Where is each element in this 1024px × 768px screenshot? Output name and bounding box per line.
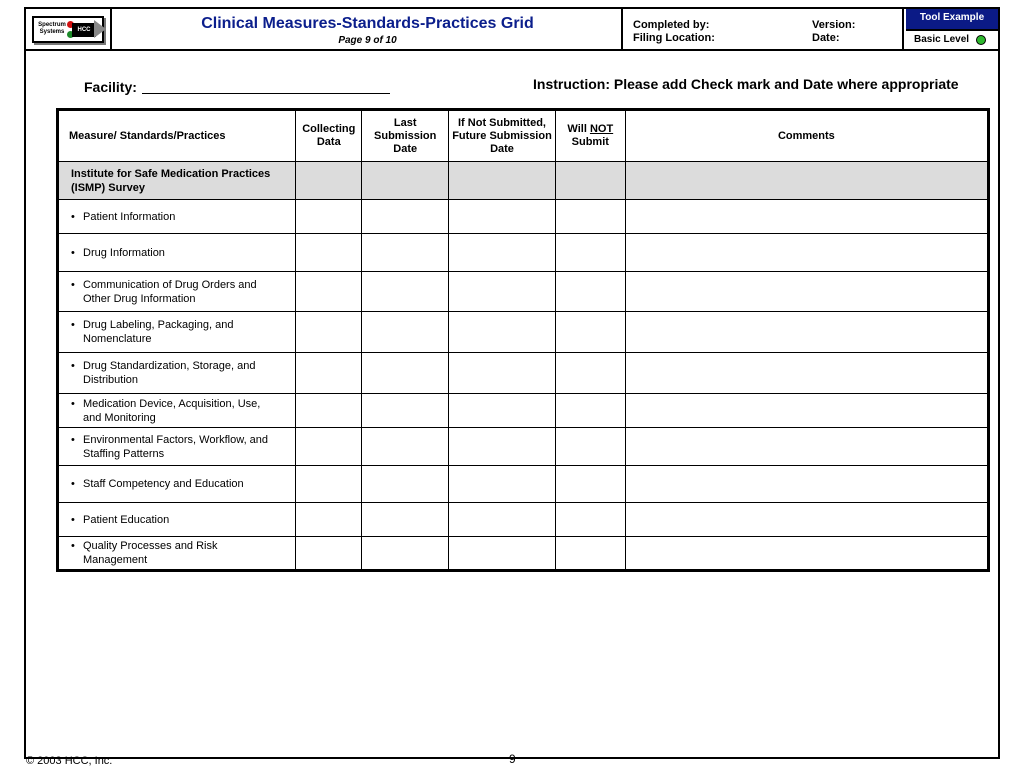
- table-cell[interactable]: [296, 394, 362, 428]
- completed-by-label: Completed by:: [633, 19, 710, 31]
- page-indicator: Page 9 of 10: [338, 35, 397, 46]
- measures-grid: [56, 108, 990, 572]
- logo-arrow-icon: [94, 20, 106, 38]
- table-cell[interactable]: [362, 312, 449, 353]
- measure-label: Drug Standardization, Storage, and Distribution: [83, 360, 256, 386]
- measure-label: Patient Education: [83, 513, 170, 526]
- table-cell[interactable]: [555, 394, 625, 428]
- table-row: [58, 466, 989, 503]
- table-cell[interactable]: [625, 466, 988, 503]
- bullet-icon: •: [71, 360, 75, 372]
- table-cell[interactable]: [625, 428, 988, 466]
- table-cell[interactable]: [555, 312, 625, 353]
- col-header-collecting: Collecting Data: [296, 110, 362, 162]
- tool-example-banner: Tool Example: [906, 9, 998, 29]
- table-cell[interactable]: [296, 537, 362, 571]
- table-cell[interactable]: [625, 394, 988, 428]
- document-header: [26, 9, 998, 51]
- measure-label: Patient Information: [83, 210, 176, 223]
- table-cell[interactable]: [449, 466, 556, 503]
- table-cell[interactable]: [296, 200, 362, 234]
- measure-cell: [58, 353, 296, 394]
- table-row: [58, 312, 989, 353]
- measure-cell: [58, 428, 296, 466]
- table-cell[interactable]: [362, 394, 449, 428]
- table-cell[interactable]: [449, 353, 556, 394]
- table-row: [58, 234, 989, 272]
- table-row: [58, 428, 989, 466]
- level-label: Basic Level: [914, 34, 970, 45]
- table-cell[interactable]: [555, 272, 625, 312]
- table-cell[interactable]: [362, 200, 449, 234]
- table-cell[interactable]: [625, 537, 988, 571]
- table-cell[interactable]: [296, 234, 362, 272]
- measure-cell: [58, 312, 296, 353]
- will-prefix: Will: [567, 123, 590, 135]
- table-cell[interactable]: [449, 162, 556, 200]
- facility-label: Facility:: [84, 79, 137, 95]
- bullet-icon: •: [71, 210, 75, 223]
- table-cell[interactable]: [362, 272, 449, 312]
- table-row: [58, 394, 989, 428]
- table-row: [58, 200, 989, 234]
- table-cell[interactable]: [362, 537, 449, 571]
- table-row: [58, 272, 989, 312]
- table-cell[interactable]: [362, 234, 449, 272]
- measure-cell: [58, 537, 296, 571]
- table-cell[interactable]: [555, 162, 625, 200]
- table-row: [58, 503, 989, 537]
- table-cell[interactable]: [449, 272, 556, 312]
- version-label: Version:: [812, 19, 856, 31]
- table-cell[interactable]: [362, 428, 449, 466]
- table-cell[interactable]: [625, 503, 988, 537]
- measure-label: Medication Device, Acquisition, Use, and Monitoring: [83, 397, 261, 424]
- table-cell[interactable]: [555, 428, 625, 466]
- table-cell[interactable]: [296, 353, 362, 394]
- section-row: [58, 162, 989, 200]
- will-not-emphasis: NOT: [589, 123, 614, 135]
- company-logo: [32, 16, 104, 43]
- table-cell[interactable]: [555, 353, 625, 394]
- page-number: 9: [509, 752, 516, 766]
- level-box: [906, 29, 998, 49]
- table-cell[interactable]: [555, 200, 625, 234]
- table-row: [58, 353, 989, 394]
- measure-cell: [58, 234, 296, 272]
- filing-location-label: Filing Location:: [633, 32, 715, 44]
- table-cell[interactable]: [625, 162, 988, 200]
- date-label: Date:: [812, 32, 840, 44]
- table-cell[interactable]: [449, 394, 556, 428]
- measure-label: Staff Competency and Education: [83, 478, 244, 490]
- table-cell[interactable]: [296, 312, 362, 353]
- title-cell: [114, 9, 623, 49]
- document-title: Clinical Measures-Standards-Practices Grid: [201, 15, 534, 32]
- table-cell[interactable]: [296, 428, 362, 466]
- table-cell[interactable]: [449, 312, 556, 353]
- tool-cell: [906, 9, 998, 49]
- bullet-icon: •: [71, 433, 75, 446]
- col-header-future-submission: If Not Submitted, Future Submission Date: [449, 110, 556, 162]
- meta-cell: [625, 9, 904, 49]
- table-cell[interactable]: [296, 162, 362, 200]
- bullet-icon: •: [71, 540, 75, 552]
- table-cell[interactable]: [449, 200, 556, 234]
- measure-label: Drug Labeling, Packaging, and Nomenclature: [83, 319, 234, 345]
- col-header-will-not-submit: [555, 110, 625, 162]
- table-cell[interactable]: [555, 234, 625, 272]
- table-cell[interactable]: [449, 503, 556, 537]
- logo-text: Spectrum Systems: [38, 22, 66, 35]
- measure-label: Drug Information: [83, 246, 165, 259]
- measure-cell: [58, 200, 296, 234]
- measure-cell: [58, 503, 296, 537]
- table-cell[interactable]: [625, 234, 988, 272]
- bullet-icon: •: [71, 513, 75, 526]
- table-cell[interactable]: [555, 503, 625, 537]
- table-cell[interactable]: [625, 353, 988, 394]
- bullet-icon: •: [71, 478, 75, 490]
- measure-cell: [58, 394, 296, 428]
- will-submit: Submit: [571, 136, 609, 148]
- bullet-icon: •: [71, 278, 75, 291]
- col-header-last-submission: Last Submission Date: [362, 110, 449, 162]
- table-cell[interactable]: [296, 503, 362, 537]
- logo-badge: HCC: [72, 23, 96, 37]
- table-cell[interactable]: [362, 162, 449, 200]
- table-cell[interactable]: [362, 353, 449, 394]
- header-row: [58, 110, 989, 162]
- table-cell[interactable]: [555, 466, 625, 503]
- table-cell[interactable]: [362, 503, 449, 537]
- table-cell[interactable]: [296, 466, 362, 503]
- section-title: Institute for Safe Medication Practices (ISMP) Survey: [58, 162, 296, 200]
- bullet-icon: •: [71, 319, 75, 331]
- table-cell[interactable]: [625, 272, 988, 312]
- table-cell[interactable]: [362, 466, 449, 503]
- logo-cell: [26, 9, 112, 49]
- bullet-icon: •: [71, 246, 75, 259]
- table-cell[interactable]: [625, 312, 988, 353]
- measure-label: Environmental Factors, Workflow, and Staffing Patterns: [83, 433, 269, 460]
- table-cell[interactable]: [296, 272, 362, 312]
- col-header-measure: Measure/ Standards/Practices: [58, 110, 296, 162]
- table-cell[interactable]: [449, 537, 556, 571]
- instruction-text: Instruction: Please add Check mark and Date where appropriate: [533, 76, 959, 92]
- green-circle-icon: [976, 35, 986, 45]
- measure-label: Communication of Drug Orders and Other Drug Information: [83, 278, 257, 305]
- copyright-text: © 2003 HCC, Inc.: [26, 755, 113, 767]
- measure-cell: [58, 272, 296, 312]
- table-row: [58, 537, 989, 571]
- facility-input-line[interactable]: [142, 93, 390, 94]
- bullet-icon: •: [71, 397, 75, 410]
- table-cell[interactable]: [449, 234, 556, 272]
- table-cell[interactable]: [449, 428, 556, 466]
- table-cell[interactable]: [625, 200, 988, 234]
- col-header-comments: Comments: [625, 110, 988, 162]
- measure-label: Quality Processes and Risk Management: [83, 540, 218, 566]
- measure-cell: [58, 466, 296, 503]
- table-cell[interactable]: [555, 537, 625, 571]
